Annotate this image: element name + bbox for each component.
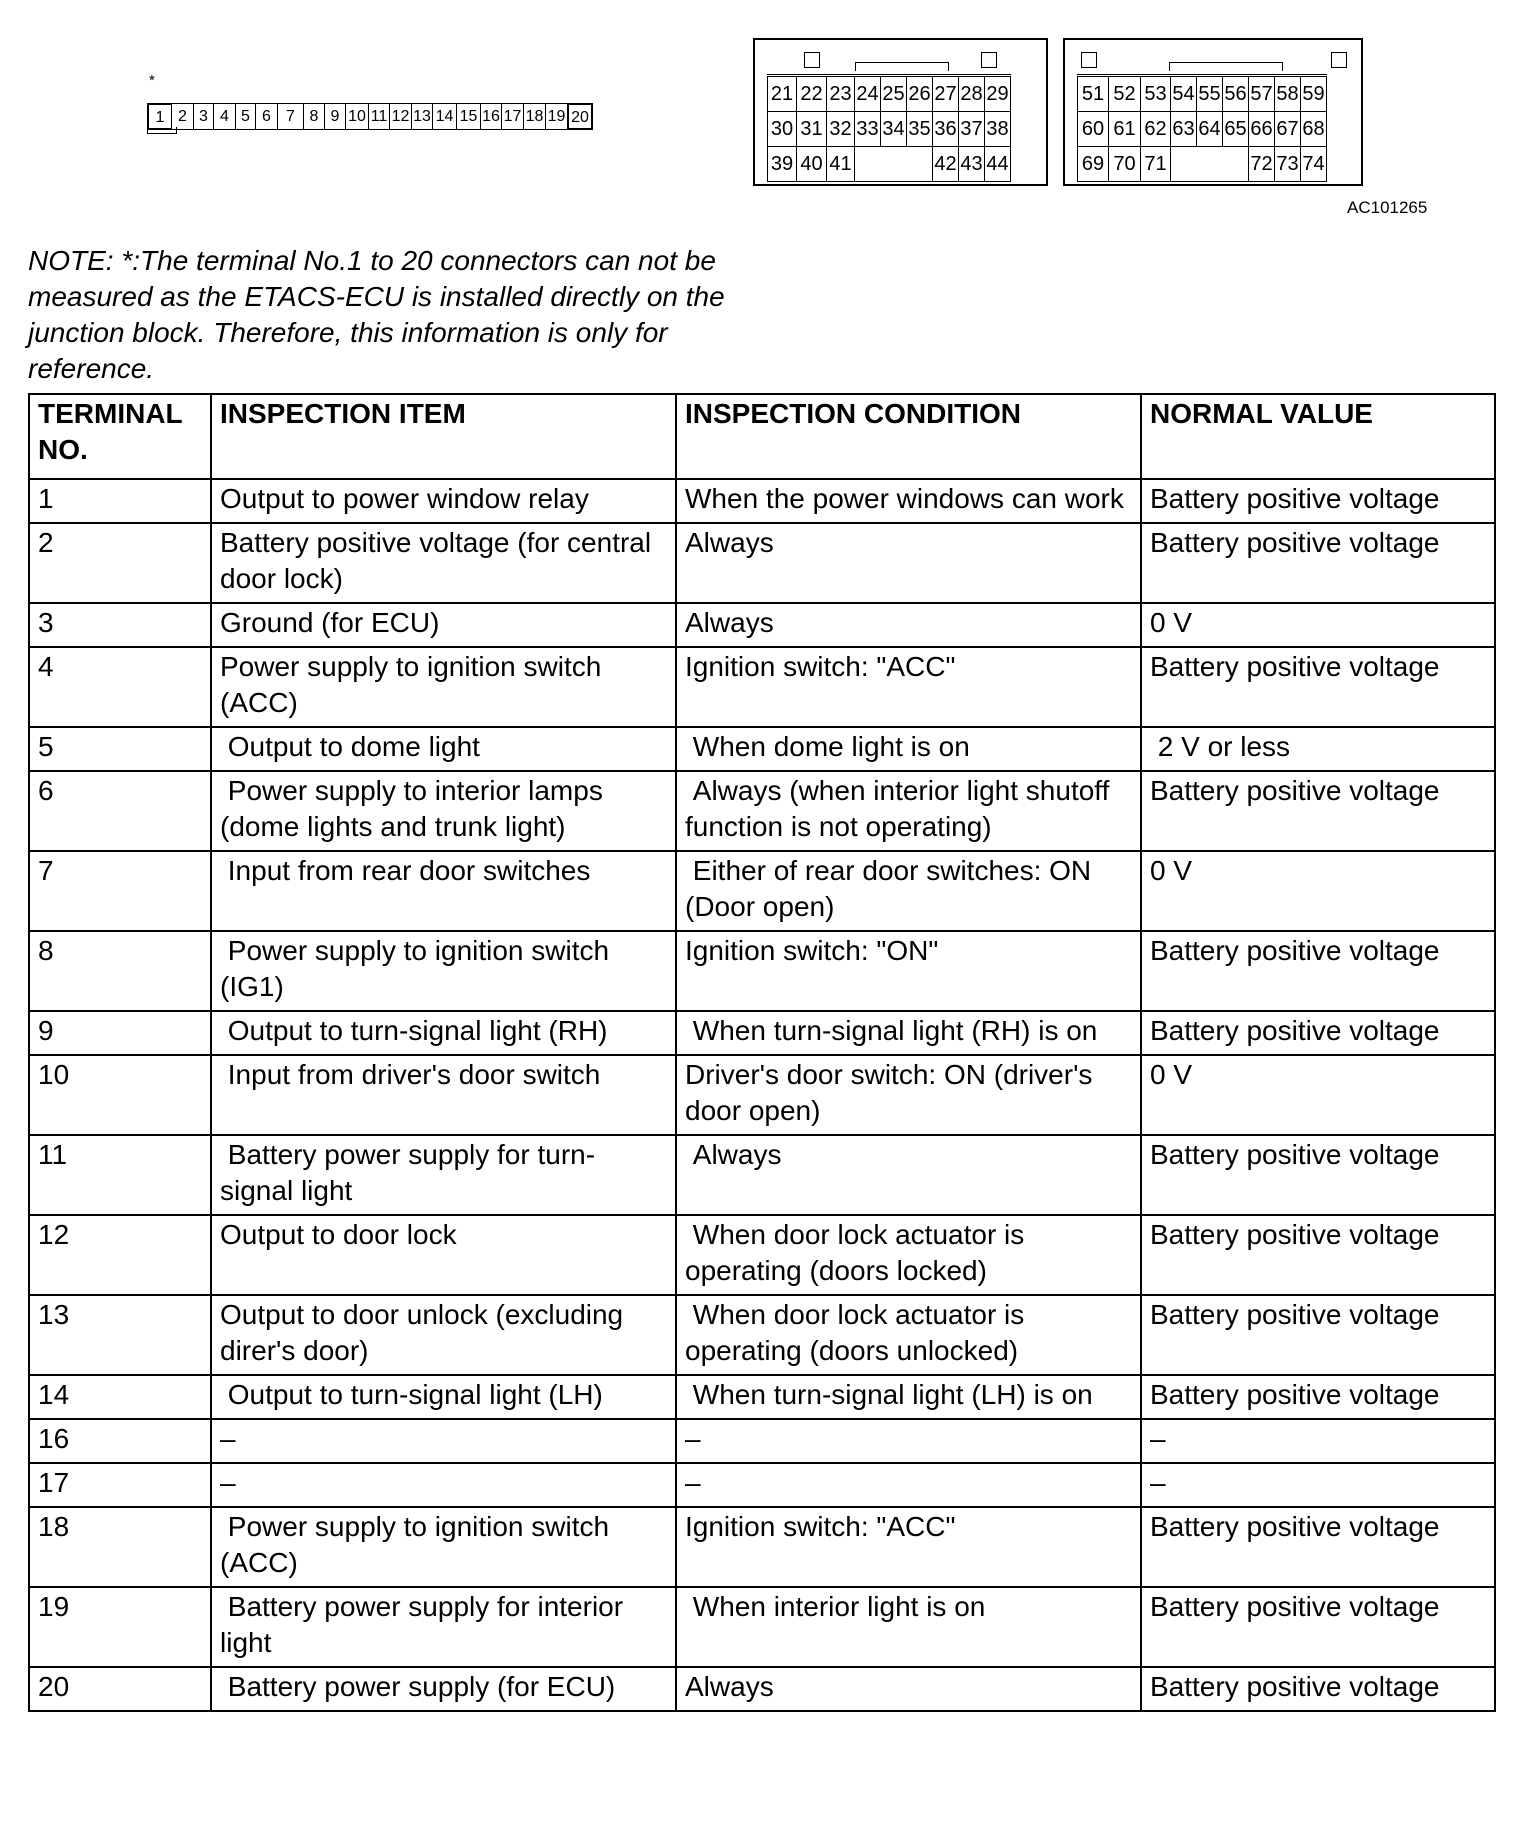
connector-pin-label: 32 (827, 112, 855, 146)
connector-pin-label: 27 (933, 77, 959, 111)
cell-normal-value: Battery positive voltage (1141, 1011, 1495, 1055)
connector-pin-label: 69 (1077, 147, 1109, 181)
strip-pin-label: 11 (369, 104, 390, 129)
strip-pin-label: 14 (433, 104, 457, 129)
connector-pin-label: 28 (959, 77, 985, 111)
cell-normal-value: Battery positive voltage (1141, 1215, 1495, 1295)
cell-normal-value: 0 V (1141, 1055, 1495, 1135)
cell-inspection-condition: Ignition switch: "ACC" (676, 1507, 1141, 1587)
table-row (29, 1507, 1495, 1587)
cell-inspection-condition: When turn-signal light (LH) is on (676, 1375, 1141, 1419)
table-row (29, 931, 1495, 1011)
connector-pin-label: 72 (1249, 147, 1275, 181)
cell-normal-value: Battery positive voltage (1141, 1587, 1495, 1667)
connector-pin-row (767, 147, 1011, 182)
cell-inspection-condition: Always (676, 1667, 1141, 1711)
cell-normal-value: Battery positive voltage (1141, 931, 1495, 1011)
connector-pin-empty (1223, 147, 1249, 181)
strip-pin-label: 16 (481, 104, 502, 129)
connector-pin-grid (1077, 74, 1327, 182)
connector-pin-empty (1197, 147, 1223, 181)
table-row (29, 1011, 1495, 1055)
connector-21-44 (753, 38, 1048, 186)
cell-terminal-no: 10 (29, 1055, 211, 1135)
table-row (29, 727, 1495, 771)
table-row (29, 1587, 1495, 1667)
cell-inspection-item: Output to turn-signal light (RH) (211, 1011, 676, 1055)
connector-key (981, 52, 997, 68)
cell-inspection-item: Battery positive voltage (for central door lock) (211, 523, 676, 603)
strip-pin-label: 18 (524, 104, 546, 129)
cell-terminal-no: 16 (29, 1419, 211, 1463)
cell-normal-value: Battery positive voltage (1141, 1135, 1495, 1215)
terminal-inspection-table (28, 393, 1496, 1712)
connector-pin-label: 73 (1275, 147, 1301, 181)
connector-pin-label: 56 (1223, 77, 1249, 111)
cell-inspection-condition: Either of rear door switches: ON (Door open) (676, 851, 1141, 931)
table-row (29, 523, 1495, 603)
connector-pin-label: 22 (797, 77, 827, 111)
cell-inspection-item: Power supply to ignition switch (IG1) (211, 931, 676, 1011)
cell-inspection-item: Ground (for ECU) (211, 603, 676, 647)
cell-inspection-item: Power supply to ignition switch (ACC) (211, 1507, 676, 1587)
connector-pin-label: 67 (1275, 112, 1301, 146)
cell-terminal-no: 11 (29, 1135, 211, 1215)
cell-terminal-no: 9 (29, 1011, 211, 1055)
cell-inspection-condition: When door lock actuator is operating (doors unlocked) (676, 1295, 1141, 1375)
strip-pin-label: 10 (346, 104, 369, 129)
table-row (29, 1295, 1495, 1375)
connector-pin-label: 61 (1109, 112, 1141, 146)
connector-pin-label: 64 (1197, 112, 1223, 146)
connector-pin-row (767, 74, 1011, 112)
strip-pin-label: 19 (546, 104, 568, 129)
strip-pin-label: 9 (325, 104, 346, 129)
figure-id: AC101265 (1347, 198, 1428, 217)
connector-51-74 (1063, 38, 1363, 186)
table-row (29, 1375, 1495, 1419)
cell-terminal-no: 2 (29, 523, 211, 603)
note-text: NOTE: *:The terminal No.1 to 20 connectors can not be measured as the ETACS-ECU is installed directly on the junction block. Therefore, this information is only for reference. (28, 245, 725, 384)
cell-inspection-condition: Always (676, 603, 1141, 647)
connector-key (1081, 52, 1097, 68)
cell-inspection-condition: Ignition switch: "ACC" (676, 647, 1141, 727)
cell-normal-value: Battery positive voltage (1141, 1295, 1495, 1375)
cell-terminal-no: 6 (29, 771, 211, 851)
cell-terminal-no: 19 (29, 1587, 211, 1667)
connector-pin-label: 43 (959, 147, 985, 181)
cell-terminal-no: 4 (29, 647, 211, 727)
cell-normal-value: Battery positive voltage (1141, 771, 1495, 851)
table-row (29, 1419, 1495, 1463)
connector-pin-label: 62 (1141, 112, 1171, 146)
cell-terminal-no: 13 (29, 1295, 211, 1375)
connector-pin-empty (907, 147, 933, 181)
cell-inspection-item: – (211, 1419, 676, 1463)
cell-terminal-no: 18 (29, 1507, 211, 1587)
cell-inspection-condition: When interior light is on (676, 1587, 1141, 1667)
connector-ridge (855, 62, 949, 71)
table-row (29, 1463, 1495, 1507)
connector-strip-tab (147, 127, 177, 134)
connector-pin-empty (855, 147, 881, 181)
table-row (29, 1215, 1495, 1295)
cell-inspection-condition: Always (676, 523, 1141, 603)
header-inspection-item: INSPECTION ITEM (211, 394, 676, 479)
connector-pin-label: 29 (985, 77, 1011, 111)
cell-terminal-no: 17 (29, 1463, 211, 1507)
cell-inspection-item: Battery power supply for interior light (211, 1587, 676, 1667)
connector-pin-label: 25 (881, 77, 907, 111)
cell-inspection-item: Output to door unlock (excluding direr's door) (211, 1295, 676, 1375)
cell-terminal-no: 20 (29, 1667, 211, 1711)
connector-pin-label: 31 (797, 112, 827, 146)
connector-pin-label: 70 (1109, 147, 1141, 181)
connector-pin-label: 34 (881, 112, 907, 146)
connector-pin-label: 30 (767, 112, 797, 146)
cell-normal-value: 2 V or less (1141, 727, 1495, 771)
connector-pin-label: 41 (827, 147, 855, 181)
cell-terminal-no: 8 (29, 931, 211, 1011)
cell-inspection-item: Power supply to interior lamps (dome lights and trunk light) (211, 771, 676, 851)
connector-pin-label: 40 (797, 147, 827, 181)
table-row (29, 479, 1495, 523)
cell-inspection-item: Battery power supply for turn-signal light (211, 1135, 676, 1215)
cell-normal-value: Battery positive voltage (1141, 1375, 1495, 1419)
connector-pin-empty (1171, 147, 1197, 181)
strip-pin-label: 20 (568, 104, 592, 129)
connector-pin-grid (767, 74, 1011, 182)
connector-pin-label: 65 (1223, 112, 1249, 146)
cell-inspection-item: Input from rear door switches (211, 851, 676, 931)
strip-pin-label: 4 (214, 104, 236, 129)
connector-pin-label: 63 (1171, 112, 1197, 146)
strip-pin-label: 6 (256, 104, 278, 129)
connector-strip-1-20 (147, 103, 593, 130)
cell-terminal-no: 5 (29, 727, 211, 771)
strip-pin-label: 2 (172, 104, 194, 129)
connector-pin-label: 24 (855, 77, 881, 111)
table-row (29, 771, 1495, 851)
connector-pin-label: 54 (1171, 77, 1197, 111)
connector-pin-label: 52 (1109, 77, 1141, 111)
connector-pin-label: 51 (1077, 77, 1109, 111)
connector-pin-label: 37 (959, 112, 985, 146)
connector-pin-label: 39 (767, 147, 797, 181)
cell-inspection-item: Output to power window relay (211, 479, 676, 523)
connector-pin-label: 68 (1301, 112, 1327, 146)
strip-pin-label: 12 (390, 104, 412, 129)
connector-ridge (1169, 62, 1283, 71)
cell-terminal-no: 1 (29, 479, 211, 523)
cell-inspection-item: Output to door lock (211, 1215, 676, 1295)
cell-terminal-no: 3 (29, 603, 211, 647)
connector-pin-label: 21 (767, 77, 797, 111)
cell-inspection-condition: Driver's door switch: ON (driver's door open) (676, 1055, 1141, 1135)
cell-terminal-no: 14 (29, 1375, 211, 1419)
cell-inspection-condition: When dome light is on (676, 727, 1141, 771)
cell-normal-value: Battery positive voltage (1141, 1667, 1495, 1711)
cell-normal-value: Battery positive voltage (1141, 1507, 1495, 1587)
connector-pin-label: 55 (1197, 77, 1223, 111)
strip-pin-label: 1 (148, 104, 172, 129)
strip-pin-label: 13 (412, 104, 433, 129)
connector-pin-row (1077, 74, 1327, 112)
cell-terminal-no: 7 (29, 851, 211, 931)
cell-terminal-no: 12 (29, 1215, 211, 1295)
strip-pin-label: 5 (236, 104, 256, 129)
connector-pin-row (1077, 112, 1327, 147)
connector-pin-row (1077, 147, 1327, 182)
strip-pin-label: 8 (304, 104, 325, 129)
connector-pin-label: 60 (1077, 112, 1109, 146)
table-row (29, 1055, 1495, 1135)
connector-pin-label: 59 (1301, 77, 1327, 111)
connector-pin-label: 33 (855, 112, 881, 146)
connector-pin-label: 58 (1275, 77, 1301, 111)
asterisk-mark: * (149, 72, 155, 89)
cell-inspection-condition: Ignition switch: "ON" (676, 931, 1141, 1011)
table-row (29, 851, 1495, 931)
connector-pin-label: 71 (1141, 147, 1171, 181)
table-row (29, 1667, 1495, 1711)
cell-normal-value: Battery positive voltage (1141, 479, 1495, 523)
strip-pin-label: 17 (502, 104, 524, 129)
cell-inspection-item: Output to turn-signal light (LH) (211, 1375, 676, 1419)
cell-inspection-condition: When turn-signal light (RH) is on (676, 1011, 1141, 1055)
connector-key (804, 52, 820, 68)
cell-inspection-condition: When door lock actuator is operating (doors locked) (676, 1215, 1141, 1295)
header-normal-value: NORMAL VALUE (1141, 394, 1495, 479)
cell-normal-value: – (1141, 1463, 1495, 1507)
cell-inspection-item: Output to dome light (211, 727, 676, 771)
connector-pin-label: 35 (907, 112, 933, 146)
cell-inspection-item: Battery power supply (for ECU) (211, 1667, 676, 1711)
connector-pin-label: 23 (827, 77, 855, 111)
cell-normal-value: Battery positive voltage (1141, 523, 1495, 603)
cell-normal-value: 0 V (1141, 603, 1495, 647)
table-row (29, 603, 1495, 647)
header-inspection-condition: INSPECTION CONDITION (676, 394, 1141, 479)
connector-pin-empty (881, 147, 907, 181)
cell-inspection-condition: Always (676, 1135, 1141, 1215)
cell-inspection-condition: – (676, 1463, 1141, 1507)
connector-pin-label: 57 (1249, 77, 1275, 111)
cell-normal-value: – (1141, 1419, 1495, 1463)
strip-pin-label: 7 (278, 104, 304, 129)
table-row (29, 1135, 1495, 1215)
cell-inspection-condition: When the power windows can work (676, 479, 1141, 523)
table-row (29, 647, 1495, 727)
connector-pin-label: 38 (985, 112, 1011, 146)
strip-pin-label: 15 (457, 104, 481, 129)
connector-pin-label: 66 (1249, 112, 1275, 146)
connector-pin-label: 36 (933, 112, 959, 146)
cell-normal-value: 0 V (1141, 851, 1495, 931)
cell-inspection-condition: Always (when interior light shutoff function is not operating) (676, 771, 1141, 851)
connector-pin-label: 53 (1141, 77, 1171, 111)
connector-pin-label: 42 (933, 147, 959, 181)
strip-pin-label: 3 (194, 104, 214, 129)
cell-normal-value: Battery positive voltage (1141, 647, 1495, 727)
header-terminal-no: TERMINAL NO. (29, 394, 211, 479)
connector-pin-label: 26 (907, 77, 933, 111)
connector-key (1331, 52, 1347, 68)
connector-pin-row (767, 112, 1011, 147)
table-header-row (29, 394, 1495, 479)
cell-inspection-item: – (211, 1463, 676, 1507)
connector-pin-label: 44 (985, 147, 1011, 181)
cell-inspection-item: Power supply to ignition switch (ACC) (211, 647, 676, 727)
cell-inspection-item: Input from driver's door switch (211, 1055, 676, 1135)
connector-pin-label: 74 (1301, 147, 1327, 181)
cell-inspection-condition: – (676, 1419, 1141, 1463)
